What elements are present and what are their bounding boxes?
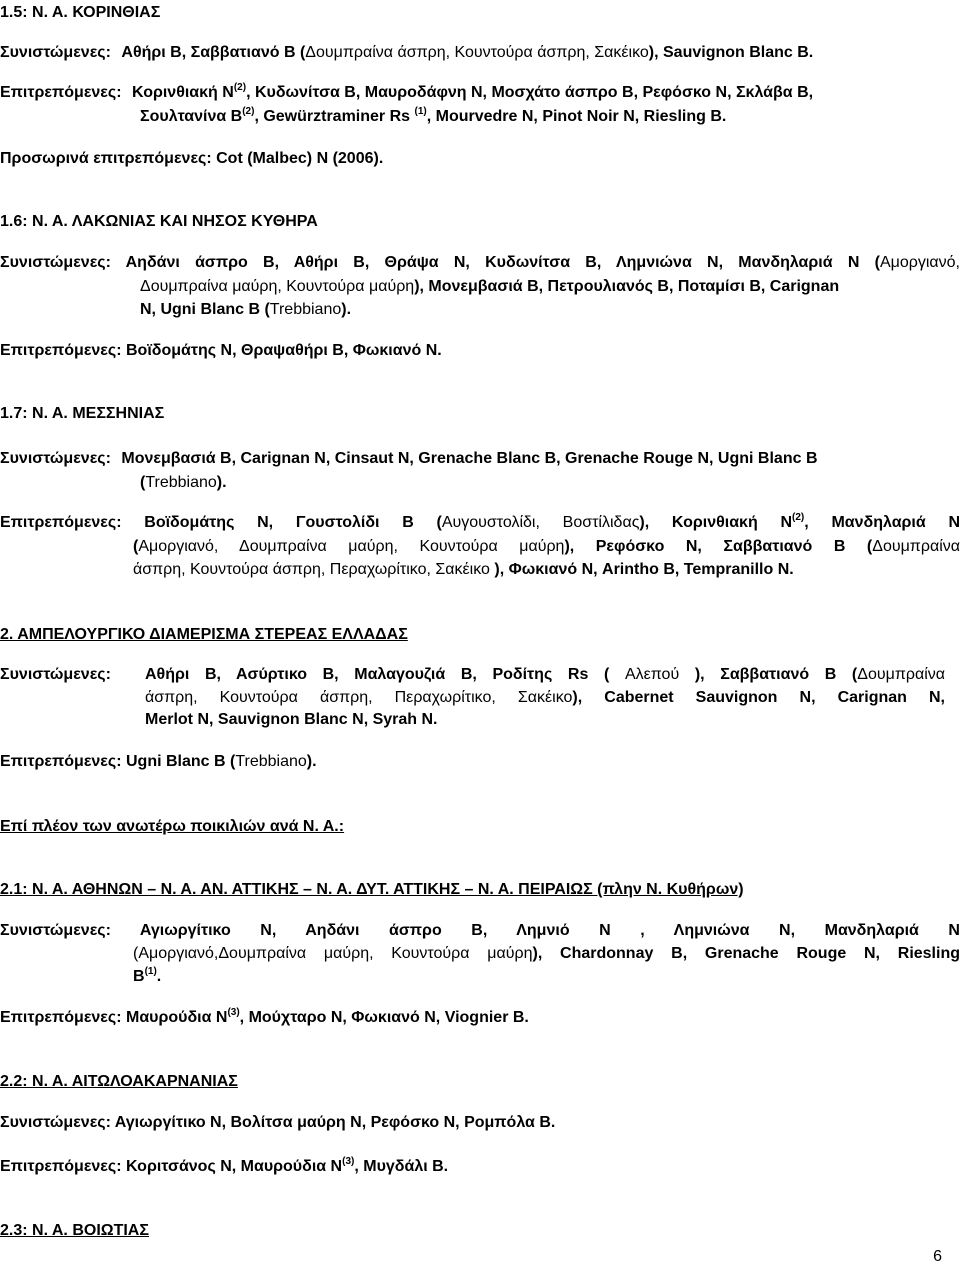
s17-permitted-cont2 [133,559,794,580]
s15-temporary: Προσωρινά επιτρεπόμενες: Cot (Malbec) N (2006). [0,148,383,169]
section-2-3-heading: 2.3: Ν. Α. ΒΟΙΩΤΙΑΣ [0,1220,149,1241]
text: Δουμπραίνα [857,666,945,683]
text: , Μούχταρο Ν, Φωκιανό Ν, Viognier B. [240,1009,529,1026]
s16-recommended [0,252,960,273]
label: Επιτρεπόμενες: [0,514,122,531]
s17-permitted-cont [133,536,960,557]
text: Σουλτανίνα Β [140,108,242,125]
text: Αθήρι Β, Σαββατιανό Β ( [121,44,305,61]
text: Κορινθιακή Ν [132,84,234,101]
s21-permitted [0,1007,529,1028]
text: ( [140,474,145,491]
text: , Κυδωνίτσα Β, Μαυροδάφνη Ν, Μοσχάτο άσπρο Β, Ρεφόσκο Ν, Σκλάβα Β, [246,84,813,101]
section-1-5-heading: 1.5: Ν. Α. ΚΟΡΙΝΘΙΑΣ [0,2,160,23]
text: Αηδάνι άσπρο Β, Αθήρι Β, Θράψα Ν, Κυδωνίτσα Β, Λημνιώνα Ν, Μανδηλαριά Ν ( [126,254,880,271]
label: Συνιστώμενες: [0,450,111,467]
text: Αθήρι Β, Ασύρτικο Β, Μαλαγουζιά Β, Ροδίτης Rs ( [145,666,625,683]
text: N, Ugni Blanc B ( [140,301,270,318]
s2-permitted [0,751,317,772]
text: , Μυγδάλι Β. [354,1158,448,1175]
footnote-ref: (2) [792,512,804,523]
s2-recommended-label: Συνιστώμενες: [0,664,111,685]
text: Αγιωργίτικο Ν, Αηδάνι άσπρο Β, Λημνιό Ν , Λημνιώνα Ν, Μανδηλαριά Ν [140,922,960,939]
text: Trebbiano [270,301,341,318]
section-1-6-heading: 1.6: Ν. Α. ΛΑΚΩΝΙΑΣ ΚΑΙ ΝΗΣΟΣ ΚΥΘΗΡΑ [0,211,318,232]
text: Επιτρεπόμενες: Ugni Blanc B ( [0,753,235,770]
label: Συνιστώμενες: [0,44,111,61]
s16-recommended-cont2 [140,299,351,320]
text: Trebbiano [235,753,306,770]
s21-recommended-cont [133,943,960,964]
footnote-ref: (3) [227,1007,239,1018]
footnote-ref: (1) [145,966,157,977]
text: ), Sauvignon Blanc B. [649,44,813,61]
s2-extra-heading: Επί πλέον των ανωτέρω ποικιλιών ανά Ν. Α.: [0,816,344,837]
s21-recommended-cont2 [133,966,161,987]
text: ( [133,945,138,962]
footnote-ref: (1) [415,106,427,117]
label: Επιτρεπόμενες: [0,84,122,101]
s15-permitted [0,82,813,103]
text: άσπρη, Κουντούρα άσπρη, Περαχωρίτικο, Σακέικο [145,689,572,706]
s17-recommended [0,448,818,469]
s2-recommended-cont2: Merlot N, Sauvignon Blanc N, Syrah N. [145,709,438,730]
s21-recommended [0,920,960,941]
page-number: 6 [933,1246,942,1267]
text: Δουμπραίνα [872,538,960,555]
s2-recommended-cont [145,687,945,708]
text: ), Cabernet Sauvignon N, Carignan N, [572,689,945,706]
text: B [133,968,145,985]
s22-permitted [0,1156,448,1177]
text: Βοϊδομάτης Ν, Γουστολίδι Β ( [144,514,442,531]
text: Αυγουστολίδι, Βοστίλιδας [442,514,640,531]
text: Επιτρεπόμενες: Κοριτσάνος Ν, Μαυρούδια Ν [0,1158,342,1175]
text: , Gewürztraminer Rs [254,108,410,125]
section-2-1-heading: 2.1: Ν. Α. ΑΘΗΝΩΝ – Ν. Α. ΑΝ. ΑΤΤΙΚΗΣ – Ν. Α. ΔΥΤ. ΑΤΤΙΚΗΣ – Ν. Α. ΠΕΙΡΑΙΩΣ (πλην Ν. Κυθήρων) [0,879,744,900]
s16-permitted: Επιτρεπόμενες: Βοϊδομάτης Ν, Θραψαθήρι Β, Φωκιανό Ν. [0,340,442,361]
section-2-heading: 2. ΑΜΠΕΛΟΥΡΓΙΚΟ ΔΙΑΜΕΡΙΣΜΑ ΣΤΕΡΕΑΣ ΕΛΛΑΔΑΣ [0,624,408,645]
s22-recommended: Συνιστώμενες: Αγιωργίτικο Ν, Βολίτσα μαύρη Ν, Ρεφόσκο Ν, Ρομπόλα Β. [0,1112,555,1133]
label: Συνιστώμενες: [0,922,111,939]
s16-recommended-cont [140,276,839,297]
s17-recommended-cont [140,472,227,493]
section-1-7-heading: 1.7: Ν. Α. ΜΕΣΣΗΝΙΑΣ [0,403,164,424]
text: Trebbiano [145,474,216,491]
text: ), Φωκιανό Ν, Arintho B, Tempranillo N. [490,561,794,578]
text: ), Ρεφόσκο Ν, Σαββατιανό Β ( [564,538,872,555]
text: . [157,968,161,985]
section-2-2-heading: 2.2: Ν. Α. ΑΙΤΩΛΟΑΚΑΡΝΑΝΙΑΣ [0,1071,238,1092]
s15-permitted-cont [140,106,726,127]
text: ), Κορινθιακή Ν [639,514,792,531]
s2-recommended [145,664,945,685]
text: ). [341,301,351,318]
text: ). [307,753,317,770]
text: ). [217,474,227,491]
s15-recommended [0,42,813,63]
footnote-ref: (2) [234,82,246,93]
text: Αλεπού [625,666,679,683]
text: άσπρη, Κουντούρα άσπρη, Περαχωρίτικο, Σακέικο [133,561,490,578]
text: , Μανδηλαριά Ν [804,514,960,531]
text: Δουμπραίνα μαύρη, Κουντούρα μαύρη [140,278,414,295]
text: ), Μονεμβασιά Β, Πετρουλιανός Β, Ποταμίσι Β, Carignan [414,278,839,295]
text: Δουμπραίνα άσπρη, Κουντούρα άσπρη, Σακέικο [305,44,649,61]
text: Αμοργιανό, [880,254,960,271]
footnote-ref: (2) [242,106,254,117]
text: Αμοργιανό,Δουμπραίνα μαύρη, Κουντούρα μαύρη [138,945,532,962]
text: Επιτρεπόμενες: Μαυρούδια Ν [0,1009,227,1026]
text: Μονεμβασιά Β, Carignan N, Cinsaut N, Grenache Blanc B, Grenache Rouge N, Ugni Blanc B [121,450,817,467]
label: Συνιστώμενες: [0,254,111,271]
s17-permitted [0,512,960,533]
text: ), Chardonnay B, Grenache Rouge N, Riesling [533,945,960,962]
text: ( [133,538,138,555]
footnote-ref: (3) [342,1156,354,1167]
text: Αμοργιανό, Δουμπραίνα μαύρη, Κουντούρα μαύρη [138,538,564,555]
text: ), Σαββατιανό Β ( [679,666,857,683]
text: , Mourvedre N, Pinot Noir N, Riesling B. [427,108,727,125]
